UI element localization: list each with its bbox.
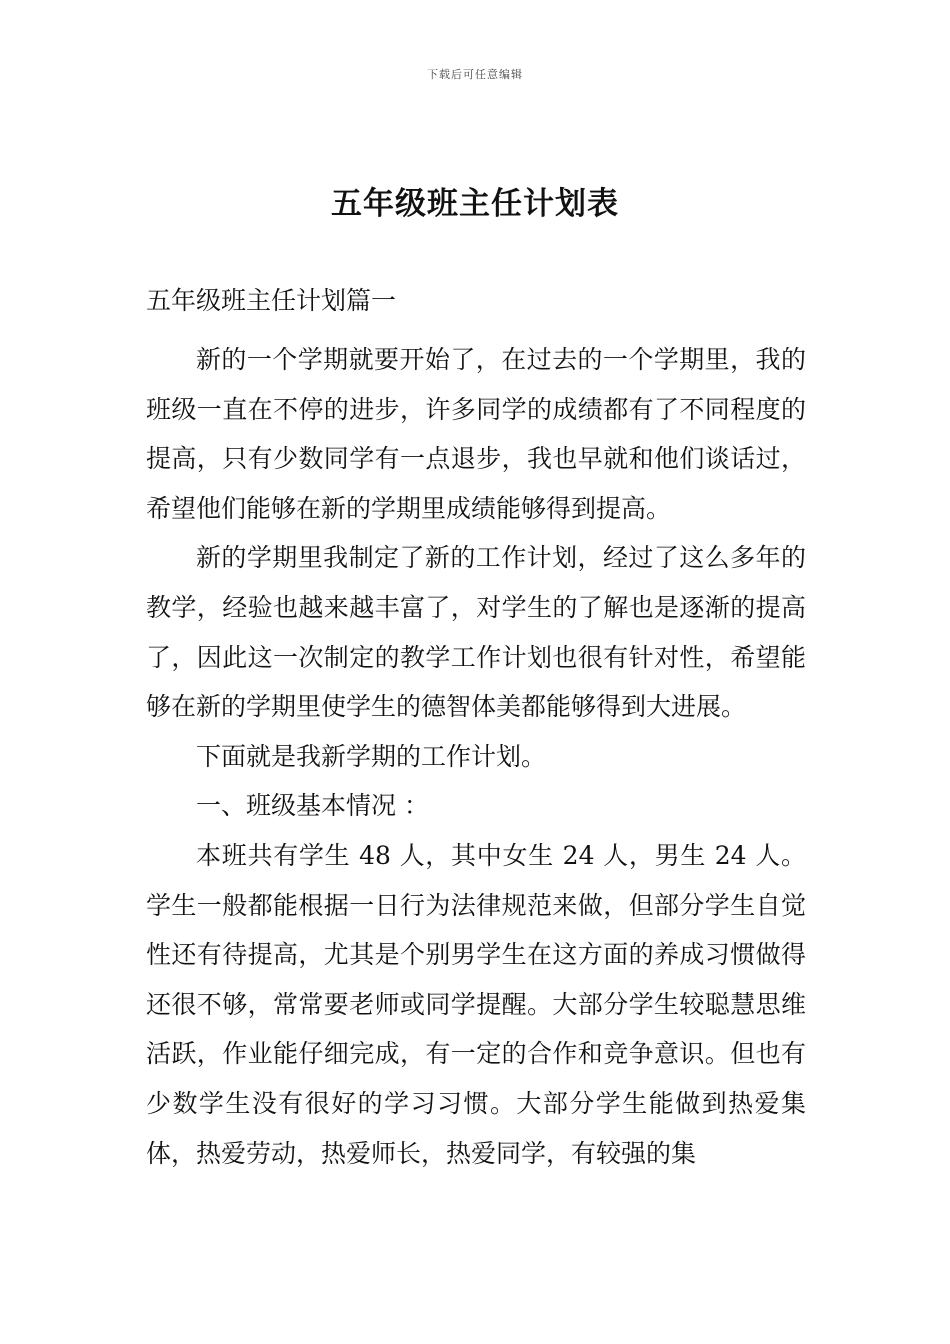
- paragraph-class-overview: 本班共有学生 48 人，其中女生 24 人，男生 24 人。学生一般都能根据一日行为法律规范来做，但部分学生自觉性还有待提高，尤其是个别男学生在这方面的养成习惯做得还很不够，常常要老师或同学提醒。大部分学生较聪慧思维活跃，作业能仔细完成，有一定的合作和竞争意识。但也有少数学生没有很好的学习习惯。大部分学生能做到热爱集体，热爱劳动，热爱师长，热爱同学，有较强的集: [146, 840, 806, 1168]
- section-heading: 五年级班主任计划篇一: [146, 286, 397, 315]
- paragraph-intro: 新的一个学期就要开始了，在过去的一个学期里，我的班级一直在不停的进步，许多同学的成绩都有了不同程度的提高，只有少数同学有一点退步，我也早就和他们谈话过，希望他们能够在新的学期里成绩能够得到提高。: [146, 345, 806, 523]
- paragraph-lead-in: 下面就是我新学期的工作计划。: [196, 741, 547, 771]
- page-header-note: 下载后可任意编辑: [427, 68, 523, 81]
- document-body: [146, 335, 806, 1178]
- paragraph-plan: 新的学期里我制定了新的工作计划，经过了这么多年的教学，经验也越来越丰富了，对学生的了解也是逐渐的提高了，因此这一次制定的教学工作计划也很有针对性，希望能够在新的学期里使学生的德智体美都能够得到大进展。: [146, 543, 806, 722]
- subheading-class-overview: 一、班级基本情况 ：: [196, 791, 429, 821]
- document-title: 五年级班主任计划表: [331, 186, 619, 222]
